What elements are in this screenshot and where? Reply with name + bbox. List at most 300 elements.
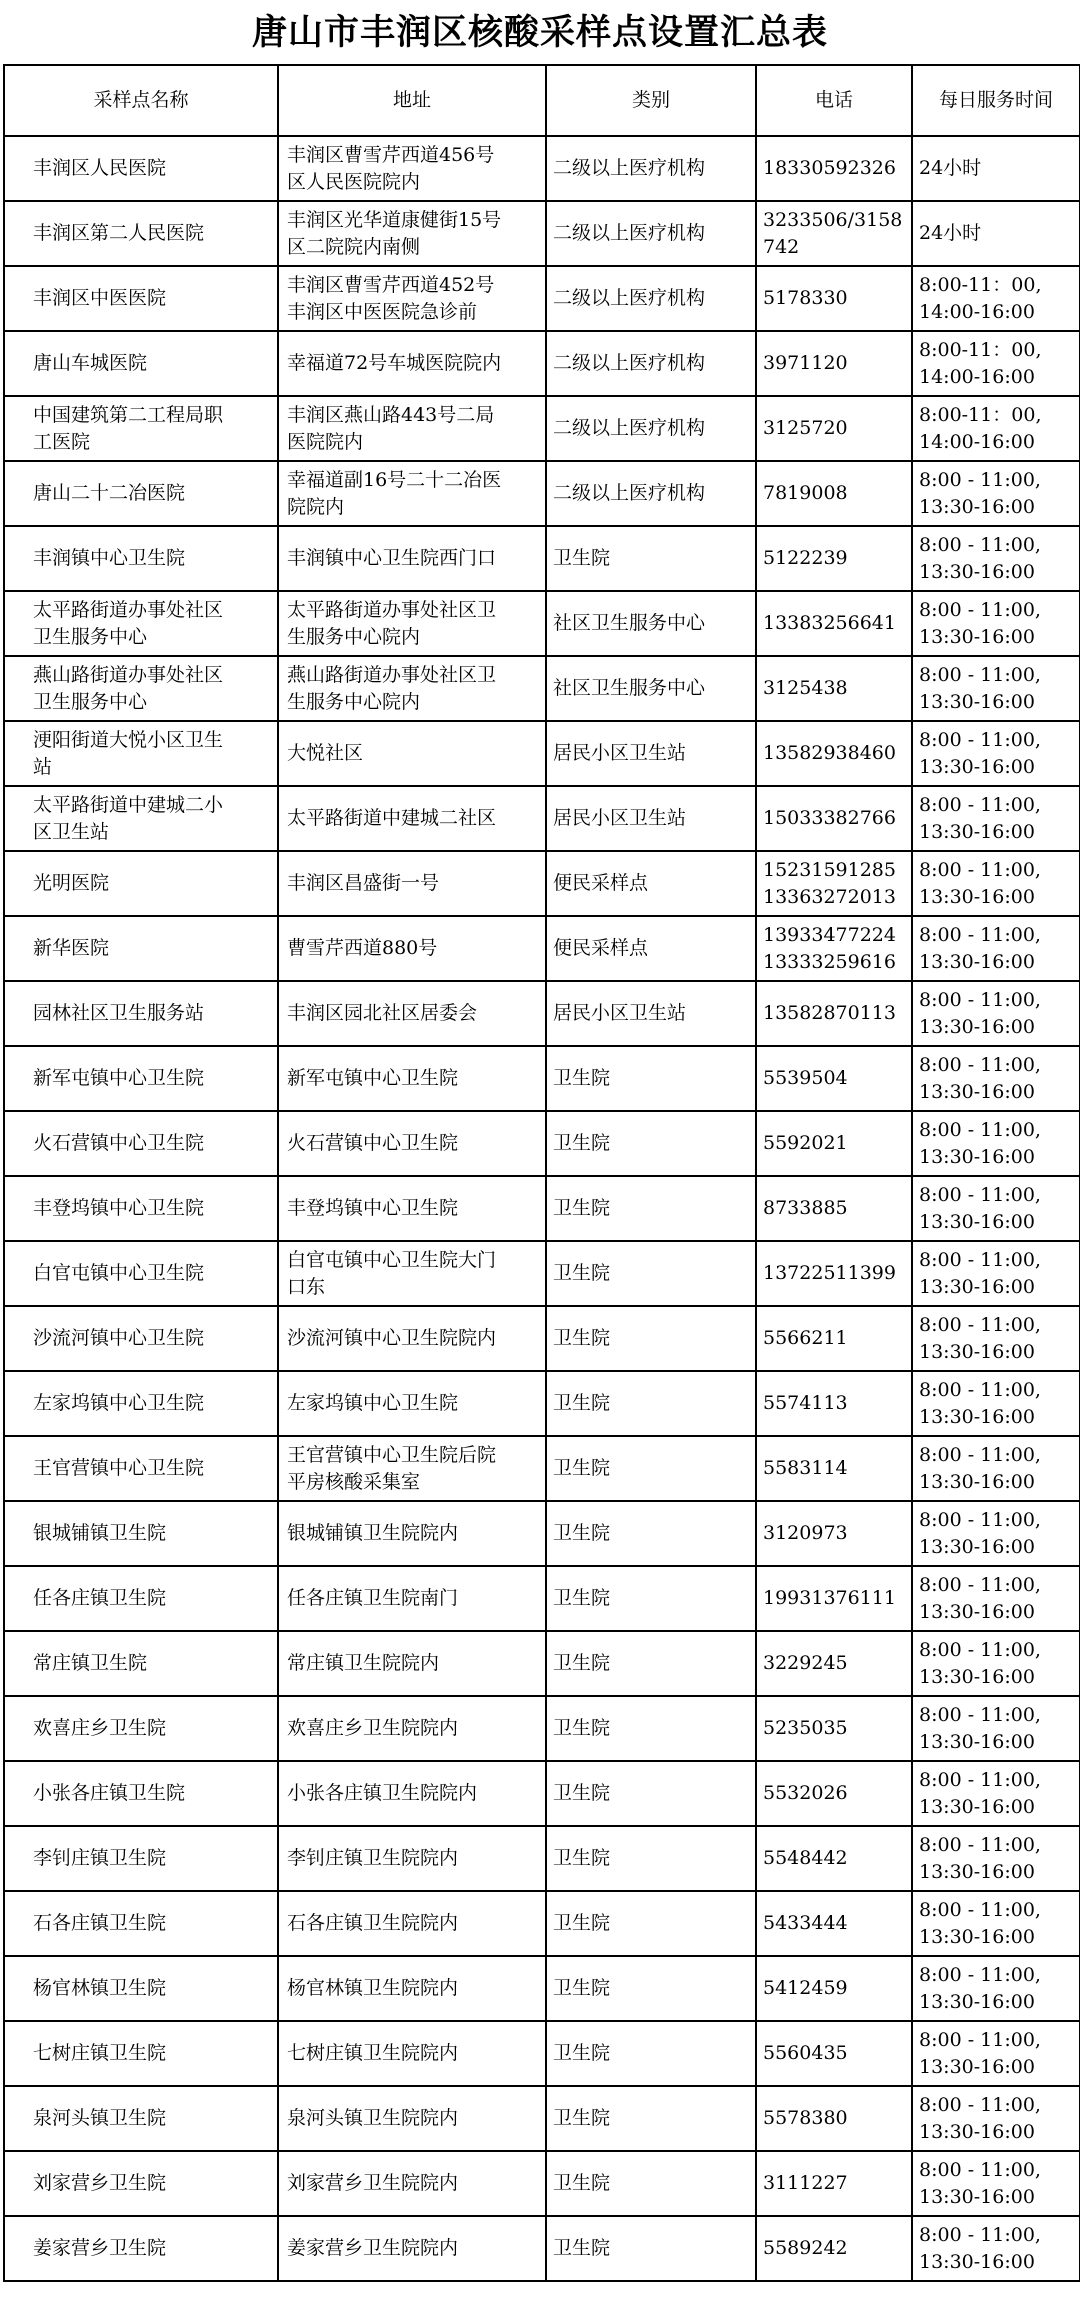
table-row [4, 1046, 1080, 1111]
phone-cell-text: 3125438 [763, 677, 848, 699]
address-cell-text: 丰润区园北社区居委会 [287, 1002, 478, 1024]
table-row [4, 201, 1080, 266]
address-cell-text: 七树庄镇卫生院院内 [287, 2042, 459, 2064]
service-hours-cell-text: 8:00 - 11:00, 13:30-16:00 [919, 598, 1041, 648]
category-cell [546, 1046, 756, 1111]
address-cell-text: 丰润区曹雪芹西道452号 丰润区中医医院急诊前 [287, 273, 495, 323]
phone-cell-text: 5574113 [763, 1392, 848, 1414]
phone-cell [756, 1371, 912, 1436]
address-cell [278, 1826, 546, 1891]
site-name-cell-text: 李钊庄镇卫生院 [33, 1847, 167, 1869]
service-hours-cell-text: 8:00-11：00, 14:00-16:00 [919, 338, 1042, 388]
table-row [4, 266, 1080, 331]
service-hours-cell [912, 721, 1080, 786]
category-cell-text: 二级以上医疗机构 [553, 157, 706, 179]
service-hours-cell-text: 8:00 - 11:00, 13:30-16:00 [919, 728, 1041, 778]
site-name-cell-text: 银城铺镇卫生院 [33, 1522, 167, 1544]
phone-cell [756, 2151, 912, 2216]
table-header-row [4, 65, 1080, 136]
service-hours-cell [912, 2086, 1080, 2151]
category-cell [546, 786, 756, 851]
service-hours-cell [912, 1501, 1080, 1566]
table-row [4, 1631, 1080, 1696]
site-name-cell [4, 721, 278, 786]
phone-cell [756, 1956, 912, 2021]
service-hours-cell [912, 1046, 1080, 1111]
site-name-cell-text: 常庄镇卫生院 [33, 1652, 148, 1674]
service-hours-cell-text: 8:00 - 11:00, 13:30-16:00 [919, 1378, 1041, 1428]
service-hours-cell-text: 8:00 - 11:00, 13:30-16:00 [919, 1898, 1041, 1948]
phone-cell [756, 656, 912, 721]
table-row [4, 1436, 1080, 1501]
phone-cell [756, 1826, 912, 1891]
service-hours-cell-text: 8:00 - 11:00, 13:30-16:00 [919, 1118, 1041, 1168]
category-cell [546, 656, 756, 721]
column-header-address: 地址 [278, 65, 546, 136]
category-cell-text: 卫生院 [553, 1652, 611, 1674]
category-cell [546, 981, 756, 1046]
phone-cell-text: 15033382766 [763, 807, 896, 829]
site-name-cell-text: 七树庄镇卫生院 [33, 2042, 167, 2064]
phone-cell [756, 2216, 912, 2281]
site-name-cell-text: 白官屯镇中心卫生院 [33, 1262, 205, 1284]
address-cell-text: 沙流河镇中心卫生院院内 [287, 1327, 497, 1349]
address-cell [278, 1891, 546, 1956]
service-hours-cell [912, 1111, 1080, 1176]
phone-cell [756, 1891, 912, 1956]
address-cell [278, 136, 546, 201]
column-header-name: 采样点名称 [4, 65, 278, 136]
site-name-cell-text: 石各庄镇卫生院 [33, 1912, 167, 1934]
table-row [4, 526, 1080, 591]
category-cell-text: 居民小区卫生站 [553, 1002, 687, 1024]
phone-cell-text: 13933477224 13333259616 [763, 923, 896, 973]
site-name-cell-text: 唐山二十二冶医院 [33, 482, 186, 504]
phone-cell [756, 1696, 912, 1761]
address-cell-text: 李钊庄镇卫生院院内 [287, 1847, 459, 1869]
address-cell-text: 左家坞镇中心卫生院 [287, 1392, 459, 1414]
address-cell-text: 幸福道72号车城医院院内 [287, 352, 502, 374]
category-cell [546, 1111, 756, 1176]
table-row [4, 916, 1080, 981]
table-row [4, 1826, 1080, 1891]
service-hours-cell-text: 8:00 - 11:00, 13:30-16:00 [919, 1573, 1041, 1623]
address-cell-text: 丰润区光华道康健街15号 区二院院内南侧 [287, 208, 502, 258]
address-cell-text: 小张各庄镇卫生院院内 [287, 1782, 478, 1804]
category-cell-text: 卫生院 [553, 1847, 611, 1869]
address-cell-text: 任各庄镇卫生院南门 [287, 1587, 459, 1609]
address-cell-text: 燕山路街道办事处社区卫 生服务中心院内 [287, 663, 497, 713]
service-hours-cell [912, 526, 1080, 591]
address-cell [278, 1631, 546, 1696]
category-cell [546, 2216, 756, 2281]
site-name-cell [4, 396, 278, 461]
site-name-cell [4, 1566, 278, 1631]
address-cell-text: 银城铺镇卫生院院内 [287, 1522, 459, 1544]
category-cell-text: 二级以上医疗机构 [553, 352, 706, 374]
phone-cell-text: 5592021 [763, 1132, 848, 1154]
category-cell-text: 卫生院 [553, 1197, 611, 1219]
service-hours-cell-text: 8:00 - 11:00, 13:30-16:00 [919, 1248, 1041, 1298]
service-hours-cell-text: 8:00 - 11:00, 13:30-16:00 [919, 858, 1041, 908]
table-row [4, 2216, 1080, 2281]
category-cell-text: 二级以上医疗机构 [553, 482, 706, 504]
site-name-cell [4, 461, 278, 526]
phone-cell [756, 201, 912, 266]
address-cell-text: 王官营镇中心卫生院后院 平房核酸采集室 [287, 1443, 497, 1493]
phone-cell [756, 916, 912, 981]
service-hours-cell [912, 916, 1080, 981]
phone-cell-text: 15231591285 13363272013 [763, 858, 896, 908]
category-cell-text: 卫生院 [553, 2237, 611, 2259]
site-name-cell-text: 光明医院 [33, 872, 110, 894]
service-hours-cell-text: 8:00 - 11:00, 13:30-16:00 [919, 2028, 1041, 2078]
address-cell [278, 1176, 546, 1241]
table-row [4, 2021, 1080, 2086]
site-name-cell-text: 杨官林镇卫生院 [33, 1977, 167, 1999]
address-cell [278, 1696, 546, 1761]
address-cell [278, 396, 546, 461]
service-hours-cell [912, 1696, 1080, 1761]
service-hours-cell-text: 8:00 - 11:00, 13:30-16:00 [919, 1768, 1041, 1818]
service-hours-cell [912, 1956, 1080, 2021]
address-cell-text: 丰润区曹雪芹西道456号 区人民医院院内 [287, 143, 495, 193]
table-row [4, 1241, 1080, 1306]
address-cell-text: 火石营镇中心卫生院 [287, 1132, 459, 1154]
site-name-cell [4, 1371, 278, 1436]
category-cell [546, 916, 756, 981]
site-name-cell [4, 1826, 278, 1891]
category-cell-text: 卫生院 [553, 1782, 611, 1804]
site-name-cell [4, 1241, 278, 1306]
column-header-phone: 电话 [756, 65, 912, 136]
site-name-cell [4, 851, 278, 916]
category-cell-text: 卫生院 [553, 1522, 611, 1544]
site-name-cell [4, 1501, 278, 1566]
category-cell-text: 卫生院 [553, 1262, 611, 1284]
service-hours-cell [912, 1826, 1080, 1891]
table-row [4, 591, 1080, 656]
table-row [4, 981, 1080, 1046]
site-name-cell-text: 太平路街道中建城二小 区卫生站 [33, 793, 224, 843]
address-cell [278, 2216, 546, 2281]
service-hours-cell [912, 656, 1080, 721]
phone-cell [756, 1761, 912, 1826]
site-name-cell-text: 唐山车城医院 [33, 352, 148, 374]
phone-cell-text: 5539504 [763, 1067, 848, 1089]
site-name-cell [4, 2151, 278, 2216]
service-hours-cell-text: 8:00 - 11:00, 13:30-16:00 [919, 663, 1041, 713]
category-cell [546, 851, 756, 916]
category-cell [546, 1501, 756, 1566]
service-hours-cell-text: 8:00 - 11:00, 13:30-16:00 [919, 2158, 1041, 2208]
site-name-cell-text: 欢喜庄乡卫生院 [33, 1717, 167, 1739]
table-row [4, 1111, 1080, 1176]
phone-cell-text: 5122239 [763, 547, 848, 569]
address-cell [278, 1566, 546, 1631]
address-cell-text: 白官屯镇中心卫生院大门 口东 [287, 1248, 497, 1298]
category-cell-text: 便民采样点 [553, 872, 649, 894]
phone-cell-text: 5532026 [763, 1782, 848, 1804]
address-cell [278, 526, 546, 591]
phone-cell-text: 5560435 [763, 2042, 848, 2064]
category-cell [546, 1956, 756, 2021]
category-cell-text: 二级以上医疗机构 [553, 417, 706, 439]
service-hours-cell [912, 461, 1080, 526]
phone-cell [756, 331, 912, 396]
site-name-cell-text: 浭阳街道大悦小区卫生 站 [33, 728, 224, 778]
service-hours-cell [912, 786, 1080, 851]
category-cell [546, 136, 756, 201]
service-hours-cell [912, 396, 1080, 461]
phone-cell [756, 1176, 912, 1241]
service-hours-cell [912, 1306, 1080, 1371]
site-name-cell [4, 1761, 278, 1826]
address-cell-text: 太平路街道办事处社区卫 生服务中心院内 [287, 598, 497, 648]
table-row [4, 396, 1080, 461]
site-name-cell [4, 1111, 278, 1176]
phone-cell-text: 3125720 [763, 417, 848, 439]
site-name-cell-text: 泉河头镇卫生院 [33, 2107, 167, 2129]
site-name-cell-text: 火石营镇中心卫生院 [33, 1132, 205, 1154]
phone-cell-text: 19931376111 [763, 1587, 896, 1609]
phone-cell [756, 1046, 912, 1111]
address-cell [278, 851, 546, 916]
category-cell [546, 1631, 756, 1696]
site-name-cell [4, 2086, 278, 2151]
site-name-cell [4, 1046, 278, 1111]
phone-cell-text: 5548442 [763, 1847, 848, 1869]
category-cell-text: 卫生院 [553, 1912, 611, 1934]
category-cell [546, 1176, 756, 1241]
address-cell-text: 泉河头镇卫生院院内 [287, 2107, 459, 2129]
address-cell-text: 丰润区燕山路443号二局 医院院内 [287, 403, 495, 453]
category-cell [546, 1306, 756, 1371]
category-cell-text: 卫生院 [553, 1067, 611, 1089]
phone-cell-text: 5578380 [763, 2107, 848, 2129]
site-name-cell [4, 1436, 278, 1501]
site-name-cell [4, 656, 278, 721]
service-hours-cell-text: 8:00 - 11:00, 13:30-16:00 [919, 533, 1041, 583]
category-cell-text: 卫生院 [553, 1587, 611, 1609]
site-name-cell [4, 591, 278, 656]
phone-cell [756, 1631, 912, 1696]
category-cell-text: 便民采样点 [553, 937, 649, 959]
address-cell [278, 2086, 546, 2151]
address-cell [278, 1241, 546, 1306]
service-hours-cell-text: 8:00 - 11:00, 13:30-16:00 [919, 1313, 1041, 1363]
category-cell-text: 卫生院 [553, 2107, 611, 2129]
service-hours-cell [912, 201, 1080, 266]
phone-cell-text: 5235035 [763, 1717, 848, 1739]
phone-cell [756, 851, 912, 916]
category-cell [546, 1826, 756, 1891]
category-cell-text: 卫生院 [553, 1392, 611, 1414]
phone-cell-text: 5583114 [763, 1457, 848, 1479]
address-cell [278, 591, 546, 656]
site-name-cell-text: 新军屯镇中心卫生院 [33, 1067, 205, 1089]
category-cell [546, 1436, 756, 1501]
phone-cell-text: 8733885 [763, 1197, 848, 1219]
service-hours-cell [912, 1761, 1080, 1826]
category-cell [546, 201, 756, 266]
address-cell-text: 刘家营乡卫生院院内 [287, 2172, 459, 2194]
service-hours-cell [912, 2151, 1080, 2216]
address-cell [278, 916, 546, 981]
category-cell [546, 2151, 756, 2216]
phone-cell [756, 981, 912, 1046]
address-cell [278, 786, 546, 851]
category-cell [546, 266, 756, 331]
address-cell [278, 1306, 546, 1371]
address-cell [278, 1436, 546, 1501]
table-row [4, 1306, 1080, 1371]
table-row [4, 1696, 1080, 1761]
category-cell [546, 1241, 756, 1306]
phone-cell-text: 5433444 [763, 1912, 848, 1934]
address-cell [278, 266, 546, 331]
category-cell [546, 591, 756, 656]
phone-cell [756, 1436, 912, 1501]
table-row [4, 1501, 1080, 1566]
category-cell-text: 卫生院 [553, 2042, 611, 2064]
phone-cell-text: 13383256641 [763, 612, 896, 634]
table-row [4, 2151, 1080, 2216]
phone-cell [756, 591, 912, 656]
service-hours-cell [912, 1566, 1080, 1631]
site-name-cell [4, 981, 278, 1046]
category-cell [546, 1696, 756, 1761]
phone-cell [756, 1566, 912, 1631]
service-hours-cell-text: 8:00 - 11:00, 13:30-16:00 [919, 1053, 1041, 1103]
service-hours-cell [912, 1176, 1080, 1241]
service-hours-cell [912, 266, 1080, 331]
service-hours-cell-text: 8:00 - 11:00, 13:30-16:00 [919, 2093, 1041, 2143]
phone-cell-text: 3233506/3158 742 [763, 208, 903, 258]
phone-cell [756, 721, 912, 786]
service-hours-cell-text: 8:00 - 11:00, 13:30-16:00 [919, 1443, 1041, 1493]
address-cell [278, 1111, 546, 1176]
phone-cell [756, 396, 912, 461]
address-cell-text: 常庄镇卫生院院内 [287, 1652, 440, 1674]
table-row [4, 1566, 1080, 1631]
phone-cell-text: 13582870113 [763, 1002, 896, 1024]
phone-cell [756, 266, 912, 331]
address-cell [278, 1046, 546, 1111]
address-cell-text: 幸福道副16号二十二冶医 院院内 [287, 468, 502, 518]
service-hours-cell-text: 8:00 - 11:00, 13:30-16:00 [919, 1833, 1041, 1883]
site-name-cell [4, 266, 278, 331]
site-name-cell-text: 小张各庄镇卫生院 [33, 1782, 186, 1804]
site-name-cell [4, 1631, 278, 1696]
service-hours-cell-text: 8:00 - 11:00, 13:30-16:00 [919, 1508, 1041, 1558]
table-row [4, 2086, 1080, 2151]
category-cell [546, 2021, 756, 2086]
site-name-cell [4, 1891, 278, 1956]
service-hours-cell-text: 8:00 - 11:00, 13:30-16:00 [919, 923, 1041, 973]
address-cell-text: 丰润镇中心卫生院西门口 [287, 547, 497, 569]
table-row [4, 331, 1080, 396]
phone-cell-text: 5566211 [763, 1327, 848, 1349]
category-cell [546, 721, 756, 786]
table-row [4, 1891, 1080, 1956]
sampling-sites-table [3, 64, 1080, 2282]
site-name-cell-text: 姜家营乡卫生院 [33, 2237, 167, 2259]
table-row [4, 786, 1080, 851]
phone-cell [756, 1111, 912, 1176]
site-name-cell-text: 丰润区中医医院 [33, 287, 167, 309]
site-name-cell [4, 331, 278, 396]
table-body [4, 136, 1080, 2281]
service-hours-cell-text: 24小时 [919, 157, 982, 179]
phone-cell [756, 461, 912, 526]
category-cell [546, 461, 756, 526]
service-hours-cell [912, 1631, 1080, 1696]
site-name-cell [4, 1176, 278, 1241]
address-cell-text: 太平路街道中建城二社区 [287, 807, 497, 829]
site-name-cell [4, 526, 278, 591]
site-name-cell-text: 王官营镇中心卫生院 [33, 1457, 205, 1479]
category-cell [546, 526, 756, 591]
address-cell [278, 1371, 546, 1436]
address-cell-text: 大悦社区 [287, 742, 364, 764]
column-header-type: 类别 [546, 65, 756, 136]
service-hours-cell-text: 8:00 - 11:00, 13:30-16:00 [919, 1183, 1041, 1233]
service-hours-cell [912, 1891, 1080, 1956]
site-name-cell-text: 丰润区人民医院 [33, 157, 167, 179]
phone-cell-text: 5178330 [763, 287, 848, 309]
address-cell-text: 丰登坞镇中心卫生院 [287, 1197, 459, 1219]
table-row [4, 851, 1080, 916]
phone-cell-text: 5589242 [763, 2237, 848, 2259]
phone-cell [756, 526, 912, 591]
category-cell-text: 卫生院 [553, 1977, 611, 1999]
service-hours-cell [912, 1241, 1080, 1306]
phone-cell-text: 3229245 [763, 1652, 848, 1674]
category-cell-text: 居民小区卫生站 [553, 742, 687, 764]
service-hours-cell-text: 8:00-11：00, 14:00-16:00 [919, 273, 1042, 323]
table-row [4, 136, 1080, 201]
site-name-cell [4, 1696, 278, 1761]
service-hours-cell [912, 1371, 1080, 1436]
service-hours-cell [912, 851, 1080, 916]
service-hours-cell-text: 8:00 - 11:00, 13:30-16:00 [919, 468, 1041, 518]
site-name-cell [4, 136, 278, 201]
address-cell [278, 1761, 546, 1826]
phone-cell-text: 3971120 [763, 352, 848, 374]
site-name-cell [4, 201, 278, 266]
phone-cell [756, 1241, 912, 1306]
site-name-cell-text: 任各庄镇卫生院 [33, 1587, 167, 1609]
address-cell [278, 2021, 546, 2086]
table-row [4, 1176, 1080, 1241]
address-cell-text: 曹雪芹西道880号 [287, 937, 438, 959]
address-cell [278, 721, 546, 786]
site-name-cell-text: 丰润镇中心卫生院 [33, 547, 186, 569]
phone-cell [756, 1501, 912, 1566]
phone-cell-text: 3120973 [763, 1522, 848, 1544]
phone-cell-text: 13722511399 [763, 1262, 896, 1284]
category-cell [546, 1371, 756, 1436]
category-cell [546, 2086, 756, 2151]
table-row [4, 656, 1080, 721]
category-cell-text: 卫生院 [553, 1457, 611, 1479]
category-cell-text: 二级以上医疗机构 [553, 222, 706, 244]
phone-cell-text: 13582938460 [763, 742, 896, 764]
service-hours-cell-text: 8:00 - 11:00, 13:30-16:00 [919, 988, 1041, 1038]
category-cell [546, 396, 756, 461]
service-hours-cell [912, 331, 1080, 396]
